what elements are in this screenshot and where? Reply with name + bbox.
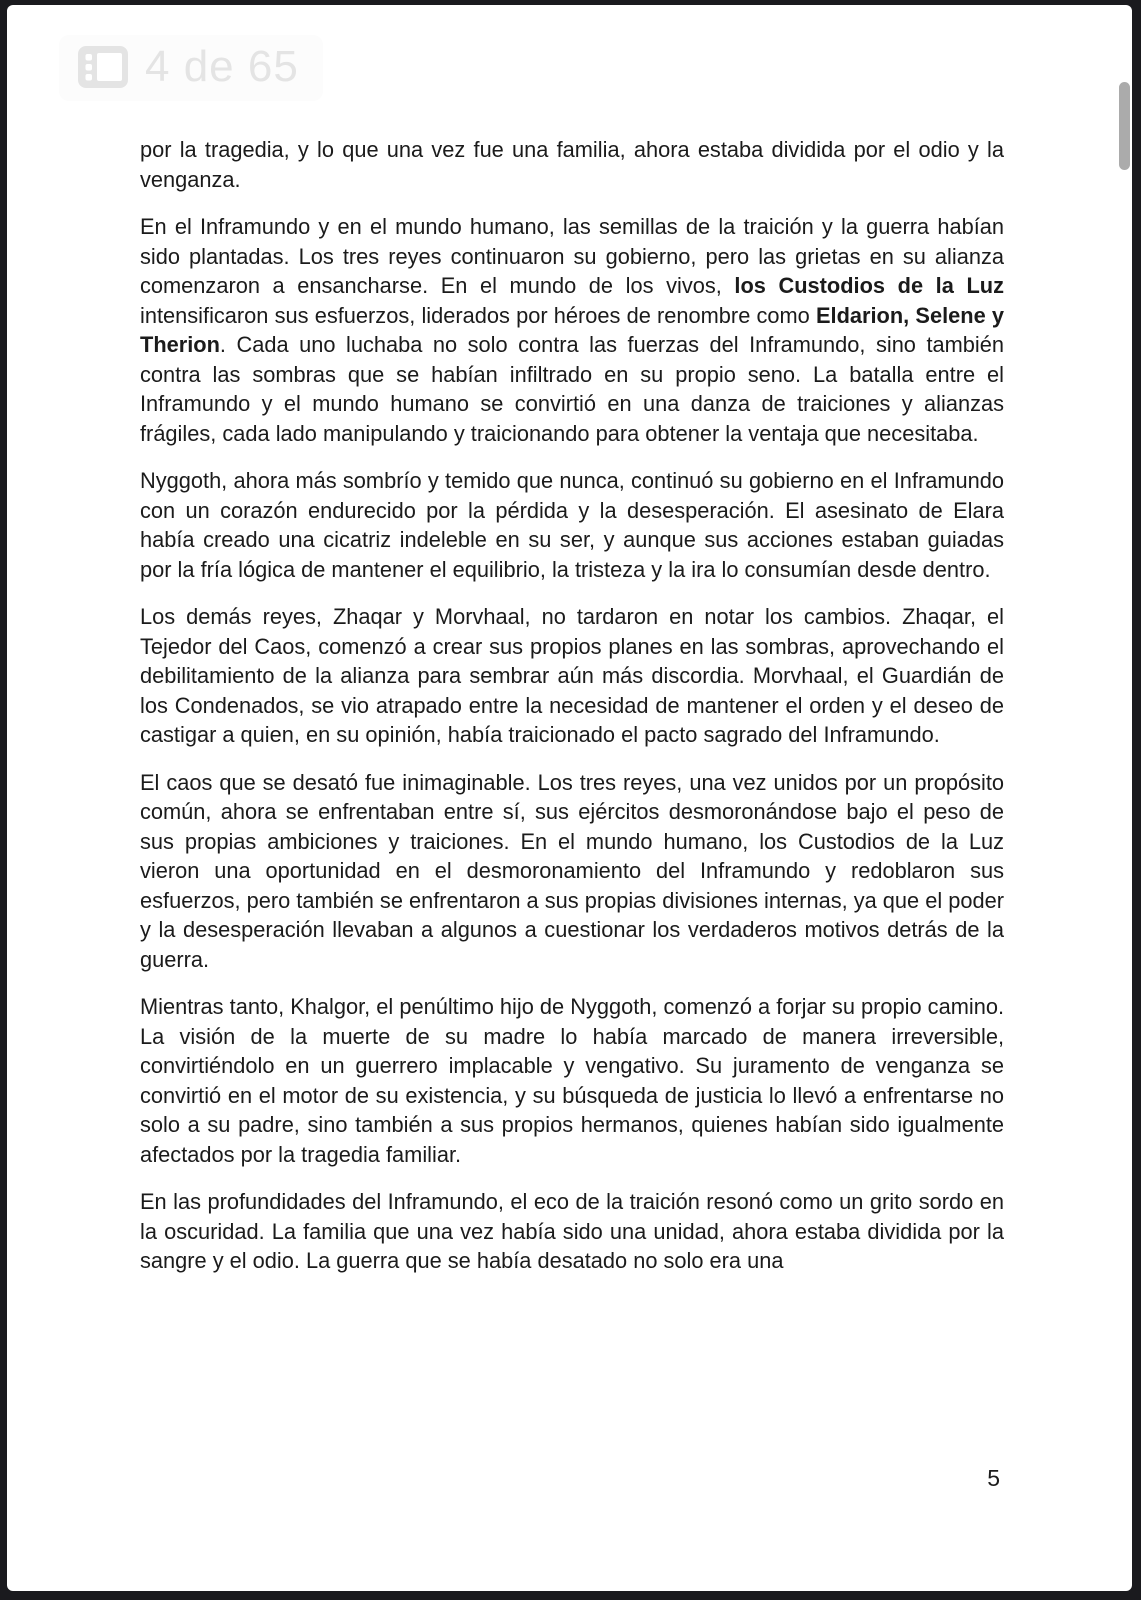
- page-indicator-label: 4 de 65: [145, 42, 299, 91]
- paragraph: por la tragedia, y lo que una vez fue una familia, ahora estaba dividida por el odio y la venganza.: [140, 137, 1004, 192]
- page-number: 5: [987, 1465, 1000, 1491]
- scrollbar-thumb[interactable]: [1119, 82, 1130, 170]
- paragraph: Nyggoth, ahora más sombrío y temido que nunca, continuó su gobierno en el Inframundo con un corazón endurecido por la pérdida y la desesperación. El asesinato de Elara había creado una cicatriz indeleble en su ser, y aunque sus acciones estaban guiadas por la fría lógica de mantener el equilibrio, la tristeza y la ira lo consumían desde dentro.: [140, 468, 1004, 582]
- paragraph: El caos que se desató fue inimaginable. Los tres reyes, una vez unidos por un propósito común, ahora se enfrentaban entre sí, sus ejércitos desmoronándose bajo el peso de sus propias ambiciones y traiciones. En el mundo humano, los Custodios de la Luz vieron una oportunidad en el desmoronamiento del Inframundo y redoblaron sus esfuerzos, pero también se enfrentaron a sus propias divisiones internas, ya que el poder y la desesperación llevaban a algunos a cuestionar los verdaderos motivos detrás de la guerra.: [140, 769, 1004, 972]
- paragraph: En el Inframundo y en el mundo humano, las semillas de la traición y la guerra habían sido plantadas. Los tres reyes continuaron su gobierno, pero las grietas en su alianza comenzaron a ensancharse. En el mundo de los vivos, los Custodios de la Luz intensificaron sus esfuerzos, liderados por héroes de renombre como Eldarion, Selene y Therion. Cada uno luchaba no solo contra las fuerzas del Inframundo, sino también contra las sombras que se habían infiltrado en su propio seno. La batalla entre el Inframundo y el mundo humano se convirtió en una danza de traiciones y alianzas frágiles, cada lado manipulando y traicionando para obtener la ventaja que necesitaba.: [140, 214, 1005, 446]
- document-page: [7, 5, 1132, 1591]
- page-indicator-chip: [59, 35, 323, 101]
- paragraph: En las profundidades del Inframundo, el eco de la traición resonó como un grito sordo en la oscuridad. La familia que una vez había sido una unidad, ahora estaba dividida por la sangre y el odio. La guerra que se había desatado no solo era una: [140, 1189, 1004, 1273]
- paragraph: Los demás reyes, Zhaqar y Morvhaal, no tardaron en notar los cambios. Zhaqar, el Tejedor del Caos, comenzó a crear sus propios planes en las sombras, aprovechando el debilitamiento de la alianza para sembrar aún más discordia. Morvhaal, el Guardián de los Condenados, se vio atrapado entre la necesidad de mantener el orden y el deseo de castigar a quien, en su opinión, había traicionado el pacto sagrado del Inframundo.: [140, 604, 1004, 747]
- document-text: [140, 135, 1004, 1276]
- reader-pages-icon: [77, 45, 129, 89]
- paragraph: Mientras tanto, Khalgor, el penúltimo hijo de Nyggoth, comenzó a forjar su propio camino. La visión de la muerte de su madre lo había marcado de manera irreversible, convirtiéndolo en un guerrero implacable y vengativo. Su juramento de venganza se convirtió en el motor de su existencia, y su búsqueda de justicia lo llevó a enfrentarse no solo a su padre, sino también a sus propios hermanos, quienes habían sido igualmente afectados por la tragedia familiar.: [140, 994, 1004, 1167]
